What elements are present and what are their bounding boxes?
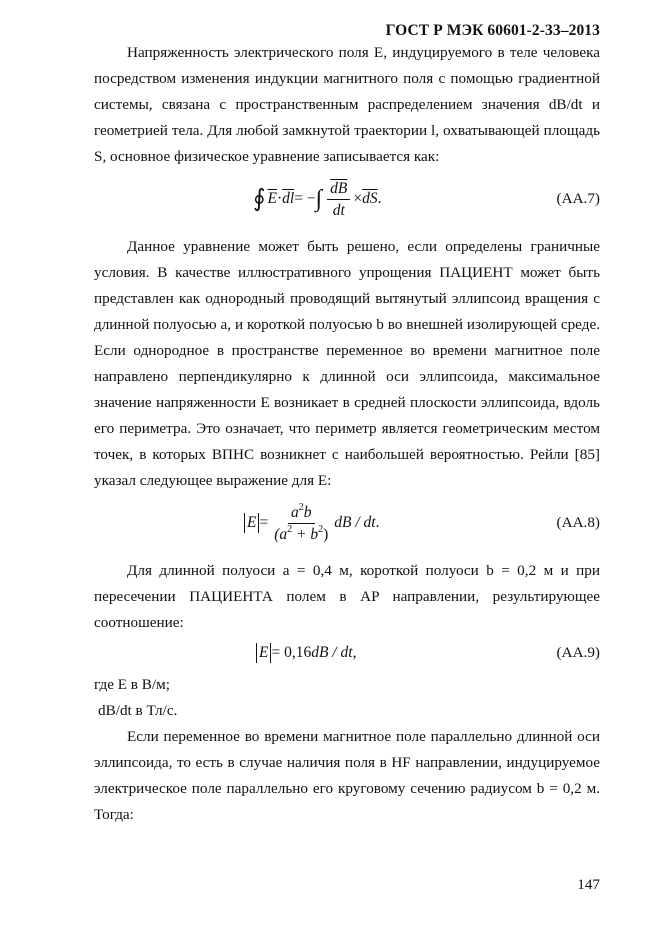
equation-aa9 bbox=[94, 636, 600, 670]
symbol-e: E bbox=[259, 644, 269, 661]
fraction-db-dt bbox=[327, 179, 350, 220]
fraction-numerator: $\overline{dB}$ bbox=[327, 179, 350, 200]
equals-sign: = bbox=[259, 514, 269, 531]
definition-e-units: где E в В/м; bbox=[94, 676, 170, 693]
paragraph-electric-field-intro: Напряженность электрического поля E, индуцируемого в теле человека посредством изменения индукции магнитного поля с помощью градиентной системы, связана с пространственным распределением значения dB/dt и геометрией тела. Для любой замкнутой траектории l, охватывающей площадь S, основное физическое уравнение записывается как: bbox=[94, 44, 600, 165]
rate-db-dt: dB / dt bbox=[311, 644, 353, 661]
equation-aa8-formula bbox=[244, 497, 380, 549]
dot-operator: · bbox=[276, 190, 283, 207]
abs-value-e bbox=[244, 513, 259, 533]
den-plus-b: + b bbox=[292, 525, 319, 543]
equation-end-mark: . bbox=[375, 514, 380, 531]
symbol-b: b bbox=[303, 503, 312, 521]
equals-coefficient: = 0,16 bbox=[271, 644, 312, 661]
fraction-denominator bbox=[271, 524, 331, 544]
vector-e: $\overline{E}$ bbox=[267, 190, 277, 207]
fraction-denominator: dt bbox=[332, 201, 345, 219]
exponent: 2 bbox=[298, 501, 304, 513]
equation-number-aa9: (AA.9) bbox=[556, 644, 600, 661]
equation-aa9-formula bbox=[256, 636, 356, 670]
fraction-a2b bbox=[271, 503, 331, 544]
den-a: (a bbox=[274, 525, 288, 543]
definition-dbdt-units: dB/dt в Тл/с. bbox=[98, 702, 178, 719]
equals-minus: = − bbox=[294, 190, 316, 207]
equation-aa7-formula bbox=[253, 173, 382, 225]
document-header: ГОСТ Р МЭК 60601-2-33–2013 bbox=[385, 22, 600, 39]
equation-number-aa7: (AA.7) bbox=[556, 190, 600, 207]
equation-aa8 bbox=[94, 497, 600, 549]
den-close: ) bbox=[323, 525, 329, 543]
page-number: 147 bbox=[577, 876, 600, 893]
vector-dl: $\overline{dl}$ bbox=[282, 190, 295, 207]
abs-value-e bbox=[256, 643, 271, 663]
paragraph-ellipsoid-model: Данное уравнение может быть решено, если определены граничные условия. В качестве иллюстративного упрощения ПАЦИЕНТ может быть представлен как однородный проводящий вытянутый эллипсоид вращения с длинной полуосью a, и короткой полуосью b во внешней изолирующей среде. Если однородное в пространстве переменное во времени магнитное поле направлено перпендикулярно к длинной оси эллипсоида, максимальное значение напряженности E возникает в средней плоскости эллипсоида, вдоль его периметра. Это означает, что периметр является геометрическим местом точек, в которых ВПНС возникнет с наибольшей вероятностью. Рейли [85] указал следующее выражение для E: bbox=[94, 238, 600, 489]
equation-end-mark: . bbox=[377, 190, 382, 207]
paragraph-ap-direction: Для длинной полуоси a = 0,4 м, короткой полуоси b = 0,2 м и при пересечении ПАЦИЕНТА полем в AP направлении, результирующее соотношение: bbox=[94, 562, 600, 631]
symbol-e: E bbox=[247, 514, 257, 531]
equation-number-aa8: (AA.8) bbox=[556, 514, 600, 531]
document-body bbox=[94, 40, 600, 828]
symbol-a: a bbox=[291, 503, 299, 521]
exponent: 2 bbox=[318, 523, 324, 535]
exponent: 2 bbox=[287, 523, 293, 535]
equation-aa7 bbox=[94, 173, 600, 225]
paragraph-hf-direction: Если переменное во времени магнитное поле параллельно длинной оси эллипсоида, то есть в случае наличия поля в HF направлении, индуцируемое электрическое поле параллельно его круговому сечению радиусом b = 0,2 м. Тогда: bbox=[94, 728, 600, 823]
contour-integral-symbol: ∮ bbox=[253, 186, 266, 212]
times-operator: × bbox=[353, 190, 363, 207]
integral-symbol: ∫ bbox=[315, 186, 323, 212]
fraction-numerator bbox=[288, 503, 315, 524]
rate-db-dt: dB / dt bbox=[334, 514, 376, 531]
equation-end-mark: , bbox=[352, 644, 357, 661]
vector-ds: $\overline{dS}$ bbox=[362, 190, 378, 207]
